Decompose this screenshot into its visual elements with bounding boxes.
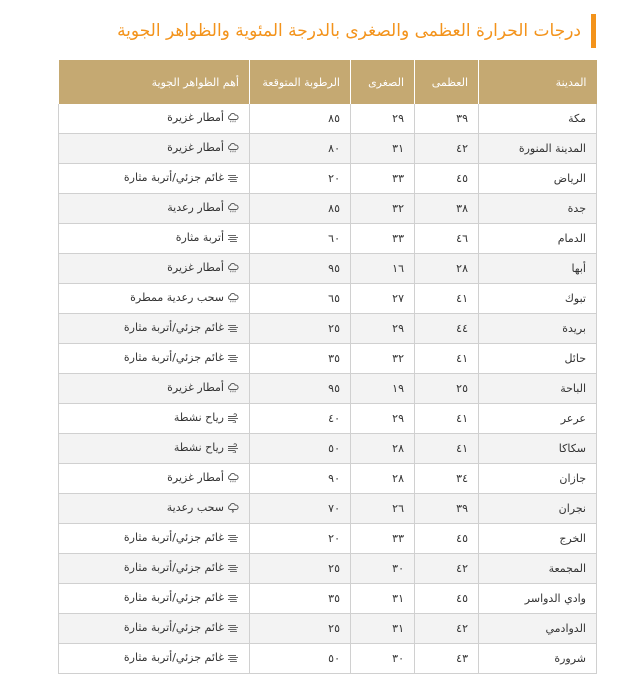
max-temp-cell: ٤٤ — [415, 314, 479, 344]
table-row — [59, 464, 597, 494]
humidity-cell: ٢٥ — [250, 614, 351, 644]
table-row — [59, 374, 597, 404]
phenomena-text: غائم جزئي/أتربة مثارة — [123, 351, 224, 365]
phenomena-text: غائم جزئي/أتربة مثارة — [123, 531, 224, 545]
min-temp-cell: ٣٠ — [351, 644, 415, 674]
max-temp-cell: ٢٨ — [415, 254, 479, 284]
table-row — [59, 644, 597, 674]
table-row — [59, 524, 597, 554]
humidity-cell: ٨٥ — [250, 104, 351, 134]
table-row — [59, 254, 597, 284]
weather-table — [58, 60, 597, 674]
humidity-cell: ٤٠ — [250, 404, 351, 434]
phenomena-text: غائم جزئي/أتربة مثارة — [123, 321, 224, 335]
phenomena-text: غائم جزئي/أتربة مثارة — [123, 171, 224, 185]
phenomena-text: أمطار غزيرة — [167, 261, 224, 275]
min-temp-cell: ٣٣ — [351, 524, 415, 554]
phenomena-cell — [59, 254, 250, 284]
humidity-cell: ٩٥ — [250, 254, 351, 284]
min-temp-cell: ١٩ — [351, 374, 415, 404]
table-row — [59, 134, 597, 164]
phenomena-cell — [59, 314, 250, 344]
dust-wind-icon — [227, 653, 239, 663]
min-temp-cell: ٣٠ — [351, 554, 415, 584]
city-cell: المدينة المنورة — [479, 134, 597, 164]
phenomena-cell — [59, 404, 250, 434]
humidity-cell: ٥٠ — [250, 644, 351, 674]
max-temp-cell: ٣٤ — [415, 464, 479, 494]
rain-cloud-icon — [227, 383, 239, 393]
humidity-cell: ٢٥ — [250, 554, 351, 584]
table-row — [59, 194, 597, 224]
phenomena-cell — [59, 344, 250, 374]
humidity-cell: ٢٠ — [250, 164, 351, 194]
phenomena-cell — [59, 554, 250, 584]
phenomena-text: أمطار غزيرة — [167, 111, 224, 125]
max-temp-cell: ٣٩ — [415, 104, 479, 134]
min-temp-cell: ٢٦ — [351, 494, 415, 524]
phenomena-text: أتربة مثارة — [175, 231, 224, 245]
max-temp-cell: ٣٩ — [415, 494, 479, 524]
humidity-cell: ٣٥ — [250, 344, 351, 374]
phenomena-text: سحب رعدية — [166, 501, 224, 515]
table-row — [59, 584, 597, 614]
dust-wind-icon — [227, 173, 239, 183]
phenomena-cell — [59, 104, 250, 134]
phenomena-cell — [59, 524, 250, 554]
max-temp-cell: ٤٥ — [415, 584, 479, 614]
city-cell: جدة — [479, 194, 597, 224]
table-row — [59, 284, 597, 314]
table-body — [59, 104, 597, 674]
phenomena-cell — [59, 464, 250, 494]
rain-cloud-icon — [227, 143, 239, 153]
phenomena-cell — [59, 164, 250, 194]
city-cell: مكة — [479, 104, 597, 134]
humidity-cell: ٢٥ — [250, 314, 351, 344]
table-row — [59, 164, 597, 194]
dust-wind-icon — [227, 533, 239, 543]
page-title-block — [117, 14, 596, 48]
humidity-cell: ٩٠ — [250, 464, 351, 494]
city-cell: المجمعة — [479, 554, 597, 584]
min-temp-cell: ١٦ — [351, 254, 415, 284]
dust-wind-icon — [227, 623, 239, 633]
city-cell: الخرج — [479, 524, 597, 554]
phenomena-cell — [59, 434, 250, 464]
min-temp-cell: ٢٩ — [351, 104, 415, 134]
phenomena-text: أمطار رعدية — [167, 201, 224, 215]
city-cell: تبوك — [479, 284, 597, 314]
city-cell: الدمام — [479, 224, 597, 254]
rain-cloud-icon — [227, 263, 239, 273]
min-temp-cell: ٢٩ — [351, 404, 415, 434]
max-temp-cell: ٤٥ — [415, 524, 479, 554]
phenomena-text: غائم جزئي/أتربة مثارة — [123, 621, 224, 635]
city-cell: وادي الدواسر — [479, 584, 597, 614]
phenomena-text: أمطار غزيرة — [167, 141, 224, 155]
humidity-cell: ٣٥ — [250, 584, 351, 614]
rain-cloud-icon — [227, 473, 239, 483]
city-cell: الباحة — [479, 374, 597, 404]
table-row — [59, 344, 597, 374]
phenomena-text: سحب رعدية ممطرة — [130, 291, 224, 305]
header-humidity: الرطوبة المتوقعة — [250, 60, 351, 104]
table-row — [59, 614, 597, 644]
max-temp-cell: ٤٣ — [415, 644, 479, 674]
header-phenomena: أهم الظواهر الجوية — [59, 60, 250, 104]
table-row — [59, 554, 597, 584]
page-title: درجات الحرارة العظمى والصغرى بالدرجة المئوية والظواهر الجوية — [117, 21, 581, 41]
phenomena-text: غائم جزئي/أتربة مثارة — [123, 591, 224, 605]
dust-wind-icon — [227, 323, 239, 333]
rain-cloud-icon — [227, 113, 239, 123]
dust-wind-icon — [227, 233, 239, 243]
max-temp-cell: ٤١ — [415, 404, 479, 434]
city-cell: الرياض — [479, 164, 597, 194]
city-cell: نجران — [479, 494, 597, 524]
min-temp-cell: ٣٣ — [351, 224, 415, 254]
table-row — [59, 314, 597, 344]
city-cell: حائل — [479, 344, 597, 374]
max-temp-cell: ٤١ — [415, 284, 479, 314]
dust-wind-icon — [227, 353, 239, 363]
max-temp-cell: ٤٦ — [415, 224, 479, 254]
city-cell: جازان — [479, 464, 597, 494]
table-row — [59, 404, 597, 434]
phenomena-cell — [59, 584, 250, 614]
phenomena-cell — [59, 224, 250, 254]
max-temp-cell: ٤٢ — [415, 134, 479, 164]
phenomena-text: رياح نشطة — [173, 441, 224, 455]
wind-icon — [227, 413, 239, 423]
min-temp-cell: ٢٨ — [351, 434, 415, 464]
table-row — [59, 494, 597, 524]
phenomena-text: غائم جزئي/أتربة مثارة — [123, 651, 224, 665]
phenomena-cell — [59, 284, 250, 314]
city-cell: سكاكا — [479, 434, 597, 464]
rain-cloud-icon — [227, 203, 239, 213]
header-min: الصغرى — [351, 60, 415, 104]
min-temp-cell: ٣٣ — [351, 164, 415, 194]
min-temp-cell: ٣١ — [351, 584, 415, 614]
min-temp-cell: ٣٢ — [351, 194, 415, 224]
thunder-cloud-icon — [227, 503, 239, 513]
phenomena-cell — [59, 194, 250, 224]
city-cell: الدوادمي — [479, 614, 597, 644]
wind-icon — [227, 443, 239, 453]
humidity-cell: ٥٠ — [250, 434, 351, 464]
humidity-cell: ٦٠ — [250, 224, 351, 254]
table-header-row — [59, 60, 597, 104]
min-temp-cell: ٢٨ — [351, 464, 415, 494]
max-temp-cell: ٣٨ — [415, 194, 479, 224]
phenomena-cell — [59, 644, 250, 674]
max-temp-cell: ٤٢ — [415, 614, 479, 644]
humidity-cell: ٧٠ — [250, 494, 351, 524]
min-temp-cell: ٢٩ — [351, 314, 415, 344]
phenomena-cell — [59, 374, 250, 404]
max-temp-cell: ٤٥ — [415, 164, 479, 194]
humidity-cell: ٩٥ — [250, 374, 351, 404]
city-cell: عرعر — [479, 404, 597, 434]
city-cell: شرورة — [479, 644, 597, 674]
phenomena-text: رياح نشطة — [173, 411, 224, 425]
phenomena-text: أمطار غزيرة — [167, 381, 224, 395]
max-temp-cell: ٢٥ — [415, 374, 479, 404]
humidity-cell: ٦٥ — [250, 284, 351, 314]
phenomena-text: أمطار غزيرة — [167, 471, 224, 485]
city-cell: بريدة — [479, 314, 597, 344]
city-cell: أبها — [479, 254, 597, 284]
phenomena-cell — [59, 614, 250, 644]
max-temp-cell: ٤١ — [415, 344, 479, 374]
rain-cloud-icon — [227, 293, 239, 303]
humidity-cell: ٨٥ — [250, 194, 351, 224]
phenomena-cell — [59, 494, 250, 524]
max-temp-cell: ٤٢ — [415, 554, 479, 584]
min-temp-cell: ٢٧ — [351, 284, 415, 314]
phenomena-cell — [59, 134, 250, 164]
min-temp-cell: ٣٢ — [351, 344, 415, 374]
min-temp-cell: ٣١ — [351, 614, 415, 644]
phenomena-text: غائم جزئي/أتربة مثارة — [123, 561, 224, 575]
header-city: المدينة — [479, 60, 597, 104]
dust-wind-icon — [227, 593, 239, 603]
table-row — [59, 224, 597, 254]
dust-wind-icon — [227, 563, 239, 573]
humidity-cell: ٢٠ — [250, 524, 351, 554]
humidity-cell: ٨٠ — [250, 134, 351, 164]
table-header — [59, 60, 597, 104]
min-temp-cell: ٣١ — [351, 134, 415, 164]
max-temp-cell: ٤١ — [415, 434, 479, 464]
header-max: العظمى — [415, 60, 479, 104]
table-row — [59, 104, 597, 134]
table-row — [59, 434, 597, 464]
title-accent-bar — [591, 14, 596, 48]
